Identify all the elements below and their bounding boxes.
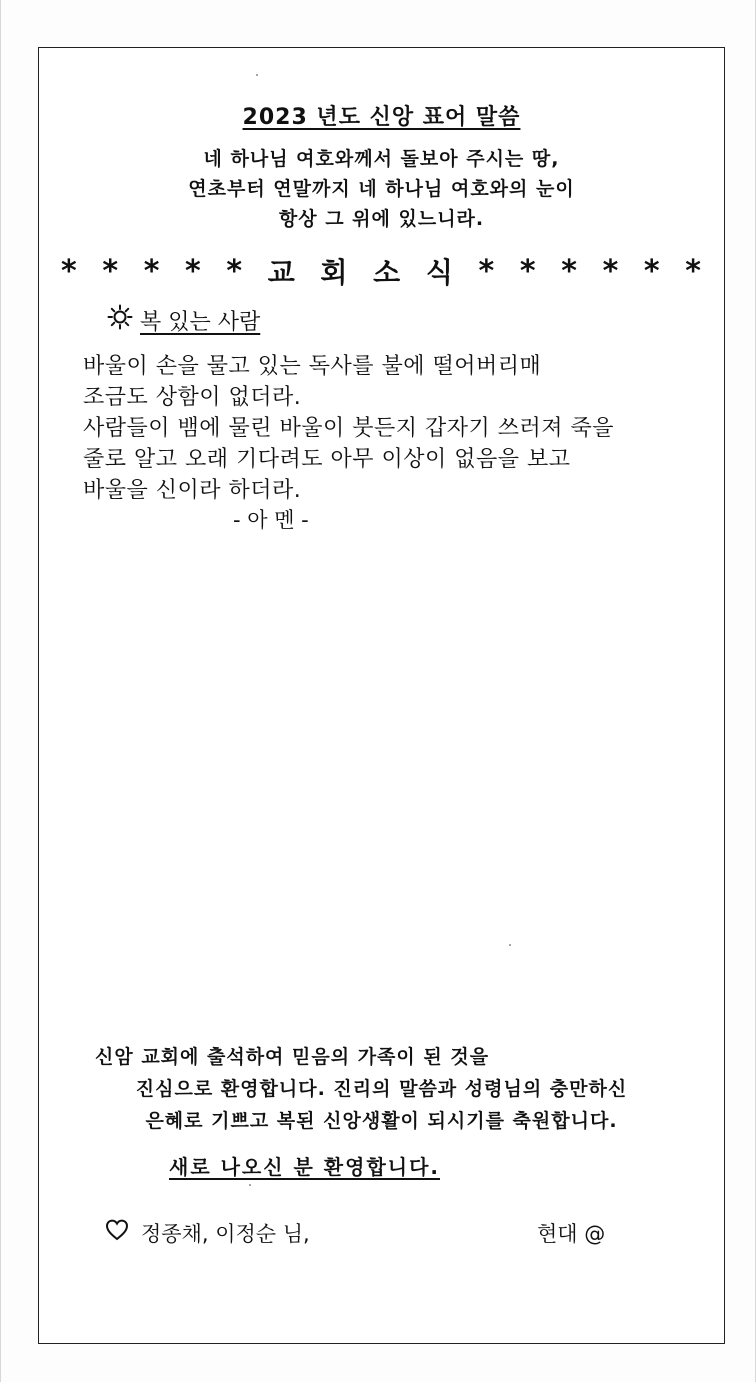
scan-speck — [509, 944, 511, 946]
welcome-line-3: 은혜로 기쁘고 복된 신앙생활이 되시기를 축원합니다. — [145, 1110, 618, 1132]
heart-icon — [105, 1218, 129, 1242]
header-star: * — [643, 253, 660, 289]
blessed-line: 조금도 상함이 없더라. — [83, 385, 302, 410]
header-star: * — [61, 253, 77, 289]
new-member-names: 정종채, 이정순 님, — [141, 1222, 310, 1246]
year-motto-title: 2023 년도 신앙 표어 말씀 — [242, 105, 521, 130]
new-members-title: 새로 나오신 분 환영합니다. — [169, 1155, 441, 1179]
header-star: * — [143, 253, 160, 289]
motto-verse-line-3: 항상 그 위에 있느니라. — [278, 208, 485, 230]
header-star: * — [478, 253, 495, 289]
header-star: * — [226, 253, 243, 289]
header-char: 식 — [425, 256, 453, 289]
church-news-header — [61, 251, 701, 291]
welcome-line-1: 신암 교회에 출석하여 믿음의 가족이 된 것을 — [95, 1046, 490, 1068]
motto-verse-line-1: 네 하나님 여호와께서 돌보아 주시는 땅, — [203, 148, 560, 170]
header-char: 교 — [267, 256, 295, 289]
bulletin-frame — [38, 47, 725, 1344]
header-char: 소 — [373, 256, 401, 289]
scan-speck — [256, 74, 258, 76]
header-star: * — [519, 253, 536, 289]
blessed-section-title: 복 있는 사람 — [140, 310, 261, 335]
new-member-affiliation: 현대 @ — [537, 1222, 606, 1246]
sun-icon — [107, 304, 133, 330]
scan-speck — [249, 1184, 251, 1186]
welcome-line-2: 진심으로 환영합니다. 진리의 말씀과 성령님의 충만하신 — [135, 1078, 628, 1100]
blessed-line: 바울이 손을 물고 있는 독사를 불에 떨어버리매 — [83, 354, 542, 379]
blessed-line: 바울을 신이라 하더라. — [83, 478, 302, 503]
header-star: * — [685, 253, 701, 289]
motto-verse-line-2: 연초부터 연말까지 네 하나님 여호와의 눈이 — [188, 178, 575, 200]
blessed-line: 사람들이 뱀에 물린 바울이 붓든지 갑자기 쓰러져 죽을 — [83, 416, 614, 441]
header-star: * — [561, 253, 577, 289]
header-star: * — [602, 253, 619, 289]
amen-text: - 아 멘 - — [233, 508, 309, 532]
header-star: * — [185, 253, 201, 289]
blessed-line: 줄로 알고 오래 기다려도 아무 이상이 없음을 보고 — [83, 447, 571, 472]
header-char: 회 — [320, 256, 348, 289]
header-star: * — [102, 253, 119, 289]
